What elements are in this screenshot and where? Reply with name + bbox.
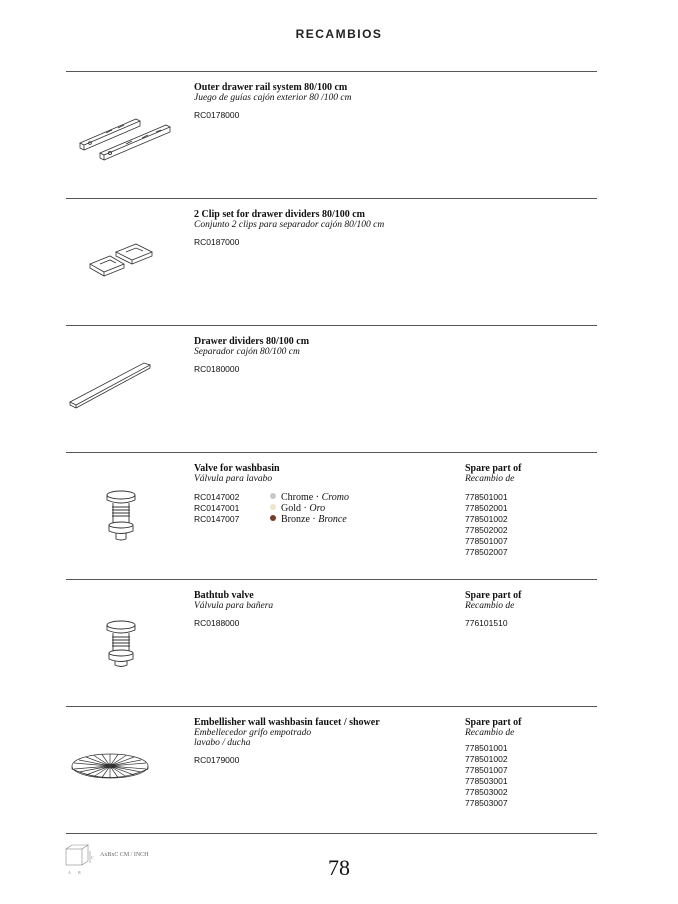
spare-code: 778502002 [465, 525, 508, 535]
item-code: RC0147007 [194, 514, 240, 524]
spare-code: 778503002 [465, 787, 508, 797]
spare-code: 778501001 [465, 492, 508, 502]
gold-swatch [270, 504, 276, 510]
item-code: RC0187000 [194, 237, 240, 247]
spare-code: 776101510 [465, 618, 508, 628]
item-title: Bathtub valve [194, 590, 254, 601]
chrome-swatch [270, 493, 276, 499]
item-code: RC0147001 [194, 503, 240, 513]
finish-bronze: Bronze · Bronce [270, 514, 347, 525]
spare-heading: Spare part of [465, 590, 522, 601]
spare-code: 778501002 [465, 514, 508, 524]
item-title: Outer drawer rail system 80/100 cm [194, 82, 348, 93]
spare-code: 778502007 [465, 547, 508, 557]
embellisher-illustration [66, 746, 191, 791]
product-rail-system [66, 71, 597, 198]
divider [66, 833, 597, 834]
spare-subheading: Recambio de [465, 474, 515, 484]
drawer-rail-illustration [66, 101, 191, 171]
spare-code: 778501002 [465, 754, 508, 764]
item-subtitle: Válvula para lavabo [194, 474, 273, 484]
spare-code: 778501007 [465, 536, 508, 546]
dimension-legend: AxBxC CM / INCH [100, 852, 149, 858]
item-subtitle: Válvula para bañera [194, 601, 274, 611]
item-subtitle: lavabo / ducha [194, 738, 251, 748]
item-code: RC0180000 [194, 364, 240, 374]
finish-label: Gold [281, 503, 301, 514]
item-subtitle: Juego de guías cajón exterior 80 /100 cm [194, 93, 352, 103]
finish-gold: Gold · Oro [270, 503, 325, 514]
spare-heading: Spare part of [465, 463, 522, 474]
item-title: Embellisher wall washbasin faucet / shower [194, 717, 380, 728]
item-subtitle: Separador cajón 80/100 cm [194, 347, 300, 357]
spare-code: 778501007 [465, 765, 508, 775]
bathtub-valve-illustration [66, 617, 191, 672]
finish-label-es: Bronce [318, 514, 347, 525]
item-subtitle: Embellecedor grifo empotrado [194, 728, 312, 738]
finish-label-es: Cromo [321, 492, 349, 503]
page-header: RECAMBIOS [295, 27, 383, 41]
product-drawer-dividers [66, 325, 597, 452]
bronze-swatch [270, 515, 276, 521]
item-title: Drawer dividers 80/100 cm [194, 336, 310, 347]
finish-chrome: Chrome · Cromo [270, 492, 349, 503]
spare-code: 778501001 [465, 743, 508, 753]
washbasin-valve-illustration [66, 487, 191, 542]
item-code: RC0178000 [194, 110, 240, 120]
finish-label-es: Oro [309, 503, 326, 514]
item-code: RC0188000 [194, 618, 240, 628]
spare-subheading: Recambio de [465, 601, 515, 611]
product-embellisher [66, 706, 597, 833]
item-code: RC0147002 [194, 492, 240, 502]
spare-heading: Spare part of [465, 717, 522, 728]
product-clip-set [66, 198, 597, 325]
item-subtitle: Conjunto 2 clips para separador cajón 80/100 cm [194, 220, 385, 230]
spare-code: 778503001 [465, 776, 508, 786]
finish-label: Bronze [281, 514, 310, 525]
spare-code: 778503007 [465, 798, 508, 808]
page-number: 78 [328, 855, 350, 880]
svg-text:C: C [91, 855, 94, 860]
finish-label: Chrome [281, 492, 314, 503]
svg-text:A: A [68, 870, 71, 875]
item-code: RC0179000 [194, 755, 240, 765]
product-bathtub-valve [66, 579, 597, 706]
spare-subheading: Recambio de [465, 728, 515, 738]
clip-set-illustration [66, 238, 191, 288]
item-title: Valve for washbasin [194, 463, 280, 474]
divider-panel-illustration [66, 355, 191, 425]
product-washbasin-valve [66, 452, 597, 579]
svg-text:B: B [78, 870, 81, 875]
item-title: 2 Clip set for drawer dividers 80/100 cm [194, 209, 366, 220]
spare-code: 778502001 [465, 503, 508, 513]
